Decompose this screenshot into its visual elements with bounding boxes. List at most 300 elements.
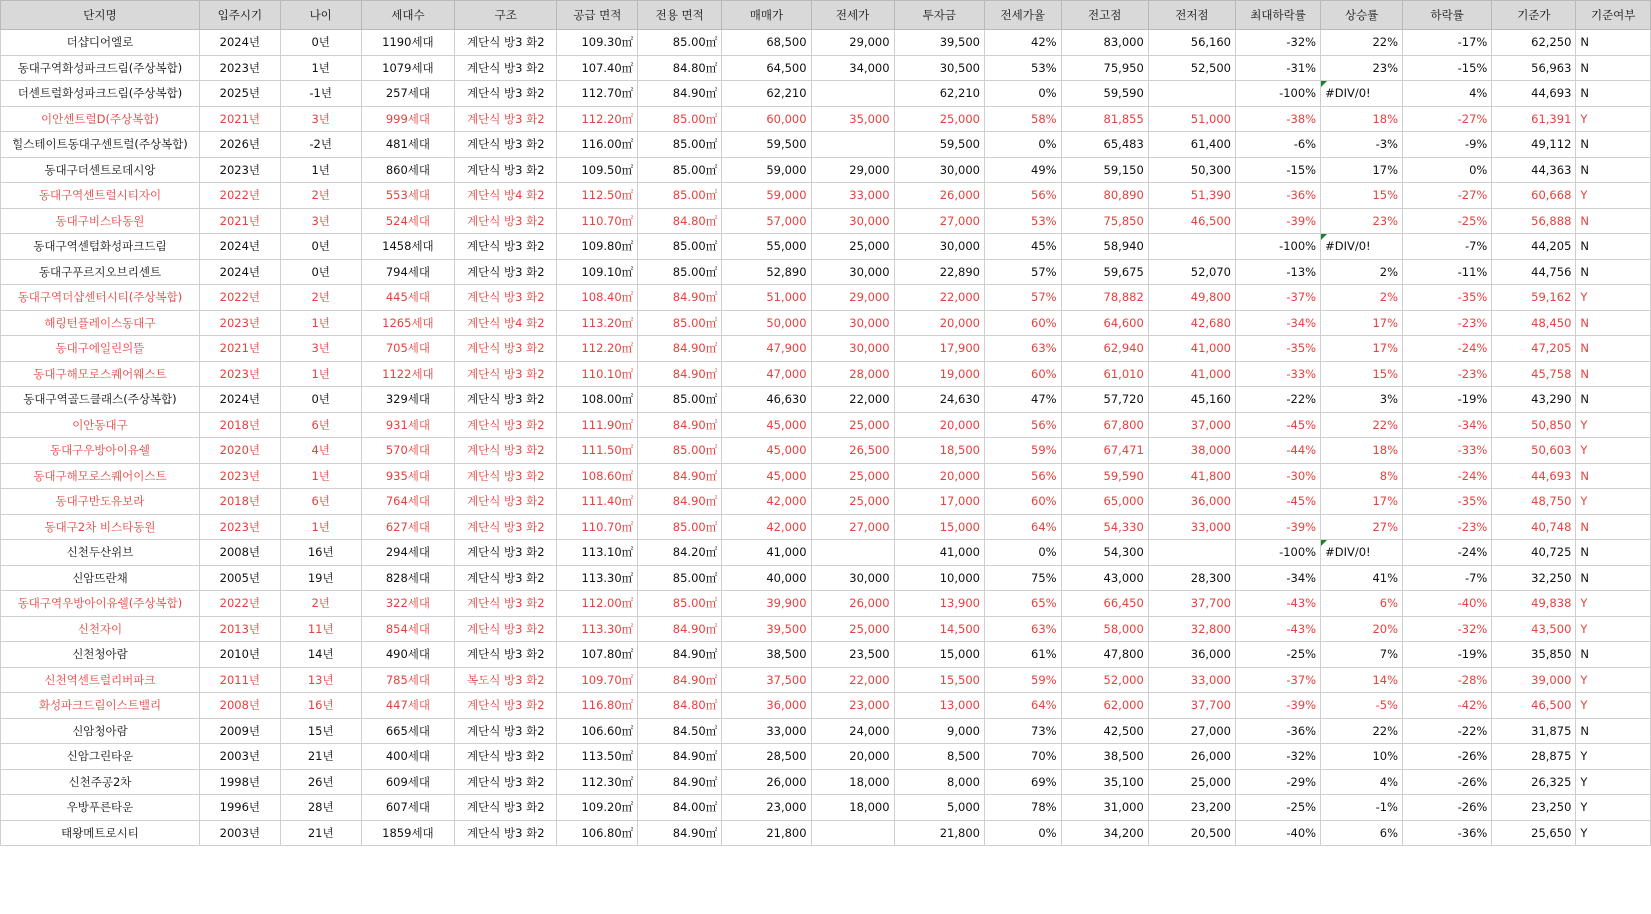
cell-base-price[interactable]: 44,693 <box>1492 463 1576 489</box>
table-row[interactable] <box>1 769 1651 795</box>
cell-age[interactable]: 16년 <box>280 693 361 719</box>
cell-complex-name[interactable]: 신암청아람 <box>1 718 200 744</box>
cell-move-in-year[interactable]: 2021년 <box>199 336 280 362</box>
cell-jeonse-ratio[interactable]: 65% <box>984 591 1061 617</box>
cell-base-flag[interactable]: N <box>1576 642 1651 668</box>
cell-jeonse-ratio[interactable]: 57% <box>984 285 1061 311</box>
cell-households[interactable]: 1122세대 <box>361 361 455 387</box>
cell-move-in-year[interactable]: 2021년 <box>199 208 280 234</box>
cell-rise-rate[interactable]: 2% <box>1321 259 1403 285</box>
cell-households[interactable]: 570세대 <box>361 438 455 464</box>
cell-jeonse-price[interactable]: 24,000 <box>811 718 894 744</box>
cell-households[interactable]: 665세대 <box>361 718 455 744</box>
cell-max-drop-rate[interactable]: -40% <box>1236 820 1321 846</box>
cell-move-in-year[interactable]: 2021년 <box>199 106 280 132</box>
cell-sale-price[interactable]: 46,630 <box>722 387 811 413</box>
cell-base-flag[interactable]: Y <box>1576 693 1651 719</box>
cell-sale-price[interactable]: 64,500 <box>722 55 811 81</box>
cell-complex-name[interactable]: 신천두산위브 <box>1 540 200 566</box>
cell-base-flag[interactable]: N <box>1576 55 1651 81</box>
cell-drop-rate[interactable]: -35% <box>1403 489 1492 515</box>
cell-max-drop-rate[interactable]: -43% <box>1236 616 1321 642</box>
cell-jeonse-ratio[interactable]: 63% <box>984 616 1061 642</box>
column-header-investment[interactable]: 투자금 <box>894 1 984 30</box>
cell-structure[interactable]: 계단식 방3 화2 <box>455 387 557 413</box>
cell-jeonse-ratio[interactable]: 49% <box>984 157 1061 183</box>
cell-previous-low[interactable]: 50,300 <box>1148 157 1235 183</box>
cell-base-price[interactable]: 61,391 <box>1492 106 1576 132</box>
cell-supply-area[interactable]: 107.80㎡ <box>557 642 638 668</box>
cell-jeonse-ratio[interactable]: 42% <box>984 30 1061 56</box>
cell-jeonse-ratio[interactable]: 58% <box>984 106 1061 132</box>
cell-move-in-year[interactable]: 2020년 <box>199 438 280 464</box>
cell-exclusive-area[interactable]: 85.00㎡ <box>638 310 722 336</box>
cell-investment[interactable]: 14,500 <box>894 616 984 642</box>
cell-jeonse-price[interactable]: 26,000 <box>811 591 894 617</box>
column-header-base-flag[interactable]: 기준여부 <box>1576 1 1651 30</box>
cell-rise-rate[interactable]: 17% <box>1321 336 1403 362</box>
cell-base-price[interactable]: 40,748 <box>1492 514 1576 540</box>
column-header-move-in-year[interactable]: 입주시기 <box>199 1 280 30</box>
cell-structure[interactable]: 계단식 방4 화2 <box>455 183 557 209</box>
cell-max-drop-rate[interactable]: -36% <box>1236 183 1321 209</box>
cell-age[interactable]: 16년 <box>280 540 361 566</box>
cell-investment[interactable]: 10,000 <box>894 565 984 591</box>
cell-previous-low[interactable] <box>1148 81 1235 107</box>
cell-previous-high[interactable]: 65,000 <box>1061 489 1148 515</box>
cell-structure[interactable]: 계단식 방3 화2 <box>455 540 557 566</box>
cell-drop-rate[interactable]: -11% <box>1403 259 1492 285</box>
cell-rise-rate[interactable]: 23% <box>1321 208 1403 234</box>
cell-rise-rate[interactable]: -5% <box>1321 693 1403 719</box>
cell-jeonse-price[interactable]: 30,000 <box>811 336 894 362</box>
cell-max-drop-rate[interactable]: -31% <box>1236 55 1321 81</box>
cell-structure[interactable]: 계단식 방3 화2 <box>455 514 557 540</box>
cell-jeonse-ratio[interactable]: 61% <box>984 642 1061 668</box>
table-row[interactable] <box>1 820 1651 846</box>
cell-age[interactable]: -2년 <box>280 132 361 158</box>
cell-rise-rate[interactable]: 8% <box>1321 463 1403 489</box>
column-header-base-price[interactable]: 기준가 <box>1492 1 1576 30</box>
cell-sale-price[interactable]: 60,000 <box>722 106 811 132</box>
cell-drop-rate[interactable]: -27% <box>1403 183 1492 209</box>
cell-previous-low[interactable]: 27,000 <box>1148 718 1235 744</box>
cell-rise-rate[interactable]: 23% <box>1321 55 1403 81</box>
cell-households[interactable]: 257세대 <box>361 81 455 107</box>
cell-supply-area[interactable]: 113.50㎡ <box>557 744 638 770</box>
cell-base-flag[interactable]: Y <box>1576 183 1651 209</box>
cell-base-flag[interactable]: N <box>1576 81 1651 107</box>
cell-previous-high[interactable]: 81,855 <box>1061 106 1148 132</box>
table-row[interactable] <box>1 489 1651 515</box>
cell-jeonse-price[interactable]: 25,000 <box>811 412 894 438</box>
cell-complex-name[interactable]: 동대구2차 비스타동원 <box>1 514 200 540</box>
cell-base-price[interactable]: 49,838 <box>1492 591 1576 617</box>
cell-jeonse-price[interactable]: 26,500 <box>811 438 894 464</box>
cell-sale-price[interactable]: 45,000 <box>722 438 811 464</box>
cell-jeonse-ratio[interactable]: 60% <box>984 361 1061 387</box>
cell-age[interactable]: -1년 <box>280 81 361 107</box>
cell-previous-low[interactable]: 46,500 <box>1148 208 1235 234</box>
cell-sale-price[interactable]: 23,000 <box>722 795 811 821</box>
column-header-rise-rate[interactable]: 상승률 <box>1321 1 1403 30</box>
cell-age[interactable]: 28년 <box>280 795 361 821</box>
cell-base-price[interactable]: 23,250 <box>1492 795 1576 821</box>
table-row[interactable] <box>1 234 1651 260</box>
cell-age[interactable]: 15년 <box>280 718 361 744</box>
cell-base-flag[interactable]: N <box>1576 361 1651 387</box>
cell-move-in-year[interactable]: 2018년 <box>199 412 280 438</box>
cell-previous-high[interactable]: 59,590 <box>1061 81 1148 107</box>
cell-supply-area[interactable]: 111.40㎡ <box>557 489 638 515</box>
cell-structure[interactable]: 계단식 방3 화2 <box>455 693 557 719</box>
cell-max-drop-rate[interactable]: -45% <box>1236 489 1321 515</box>
cell-drop-rate[interactable]: -25% <box>1403 208 1492 234</box>
cell-rise-rate[interactable]: 17% <box>1321 310 1403 336</box>
cell-households[interactable]: 794세대 <box>361 259 455 285</box>
cell-jeonse-ratio[interactable]: 45% <box>984 234 1061 260</box>
cell-previous-high[interactable]: 75,950 <box>1061 55 1148 81</box>
cell-investment[interactable]: 5,000 <box>894 795 984 821</box>
cell-complex-name[interactable]: 더센트럴화성파크드림(주상복합) <box>1 81 200 107</box>
cell-age[interactable]: 3년 <box>280 336 361 362</box>
cell-jeonse-ratio[interactable]: 70% <box>984 744 1061 770</box>
cell-move-in-year[interactable]: 2024년 <box>199 259 280 285</box>
cell-supply-area[interactable]: 108.00㎡ <box>557 387 638 413</box>
cell-complex-name[interactable]: 신암뜨란채 <box>1 565 200 591</box>
cell-jeonse-price[interactable]: 35,000 <box>811 106 894 132</box>
cell-jeonse-price[interactable]: 33,000 <box>811 183 894 209</box>
cell-sale-price[interactable]: 45,000 <box>722 412 811 438</box>
cell-drop-rate[interactable]: -22% <box>1403 718 1492 744</box>
cell-complex-name[interactable]: 신천주공2차 <box>1 769 200 795</box>
cell-jeonse-price[interactable] <box>811 132 894 158</box>
column-header-supply-area[interactable]: 공급 면적 <box>557 1 638 30</box>
cell-move-in-year[interactable]: 2025년 <box>199 81 280 107</box>
cell-rise-rate[interactable]: 41% <box>1321 565 1403 591</box>
cell-rise-rate[interactable]: 27% <box>1321 514 1403 540</box>
cell-drop-rate[interactable]: -34% <box>1403 412 1492 438</box>
cell-investment[interactable]: 20,000 <box>894 463 984 489</box>
cell-structure[interactable]: 계단식 방3 화2 <box>455 234 557 260</box>
cell-sale-price[interactable]: 37,500 <box>722 667 811 693</box>
cell-max-drop-rate[interactable]: -25% <box>1236 795 1321 821</box>
cell-supply-area[interactable]: 109.70㎡ <box>557 667 638 693</box>
cell-investment[interactable]: 22,890 <box>894 259 984 285</box>
cell-previous-high[interactable]: 58,940 <box>1061 234 1148 260</box>
cell-supply-area[interactable]: 113.20㎡ <box>557 310 638 336</box>
cell-drop-rate[interactable]: -7% <box>1403 565 1492 591</box>
cell-households[interactable]: 400세대 <box>361 744 455 770</box>
cell-base-flag[interactable]: Y <box>1576 820 1651 846</box>
cell-rise-rate[interactable]: 2% <box>1321 285 1403 311</box>
cell-previous-high[interactable]: 52,000 <box>1061 667 1148 693</box>
cell-move-in-year[interactable]: 2023년 <box>199 310 280 336</box>
cell-households[interactable]: 294세대 <box>361 540 455 566</box>
cell-households[interactable]: 481세대 <box>361 132 455 158</box>
cell-complex-name[interactable]: 동대구우방아이유쉘 <box>1 438 200 464</box>
cell-drop-rate[interactable]: -19% <box>1403 642 1492 668</box>
column-header-previous-low[interactable]: 전저점 <box>1148 1 1235 30</box>
cell-base-flag[interactable]: Y <box>1576 744 1651 770</box>
cell-age[interactable]: 26년 <box>280 769 361 795</box>
cell-households[interactable]: 1859세대 <box>361 820 455 846</box>
cell-previous-low[interactable]: 51,000 <box>1148 106 1235 132</box>
cell-complex-name[interactable]: 동대구역센텀화성파크드림 <box>1 234 200 260</box>
cell-drop-rate[interactable]: -23% <box>1403 361 1492 387</box>
cell-exclusive-area[interactable]: 84.50㎡ <box>638 718 722 744</box>
table-row[interactable] <box>1 616 1651 642</box>
cell-jeonse-price[interactable]: 29,000 <box>811 157 894 183</box>
table-row[interactable] <box>1 387 1651 413</box>
cell-age[interactable]: 0년 <box>280 234 361 260</box>
cell-base-flag[interactable]: Y <box>1576 412 1651 438</box>
cell-supply-area[interactable]: 113.10㎡ <box>557 540 638 566</box>
cell-base-price[interactable]: 47,205 <box>1492 336 1576 362</box>
cell-investment[interactable]: 22,000 <box>894 285 984 311</box>
cell-previous-low[interactable]: 37,000 <box>1148 412 1235 438</box>
cell-base-flag[interactable]: N <box>1576 30 1651 56</box>
table-row[interactable] <box>1 718 1651 744</box>
cell-base-price[interactable]: 50,603 <box>1492 438 1576 464</box>
cell-move-in-year[interactable]: 1996년 <box>199 795 280 821</box>
cell-jeonse-price[interactable]: 23,000 <box>811 693 894 719</box>
cell-previous-low[interactable]: 41,000 <box>1148 361 1235 387</box>
cell-rise-rate[interactable]: 3% <box>1321 387 1403 413</box>
cell-drop-rate[interactable]: -9% <box>1403 132 1492 158</box>
cell-drop-rate[interactable]: 4% <box>1403 81 1492 107</box>
cell-drop-rate[interactable]: -32% <box>1403 616 1492 642</box>
cell-sale-price[interactable]: 55,000 <box>722 234 811 260</box>
cell-age[interactable]: 6년 <box>280 412 361 438</box>
cell-supply-area[interactable]: 111.50㎡ <box>557 438 638 464</box>
cell-previous-high[interactable]: 64,600 <box>1061 310 1148 336</box>
cell-jeonse-price[interactable]: 25,000 <box>811 234 894 260</box>
cell-sale-price[interactable]: 59,000 <box>722 183 811 209</box>
cell-investment[interactable]: 24,630 <box>894 387 984 413</box>
cell-drop-rate[interactable]: -36% <box>1403 820 1492 846</box>
cell-max-drop-rate[interactable]: -100% <box>1236 540 1321 566</box>
cell-rise-rate[interactable]: 17% <box>1321 489 1403 515</box>
cell-complex-name[interactable]: 이안센트럴D(주상복합) <box>1 106 200 132</box>
cell-base-flag[interactable]: N <box>1576 234 1651 260</box>
cell-move-in-year[interactable]: 2009년 <box>199 718 280 744</box>
cell-base-price[interactable]: 43,500 <box>1492 616 1576 642</box>
column-header-sale-price[interactable]: 매매가 <box>722 1 811 30</box>
cell-jeonse-price[interactable] <box>811 540 894 566</box>
cell-structure[interactable]: 계단식 방3 화2 <box>455 642 557 668</box>
cell-sale-price[interactable]: 45,000 <box>722 463 811 489</box>
cell-previous-low[interactable]: 33,000 <box>1148 667 1235 693</box>
cell-jeonse-price[interactable]: 30,000 <box>811 259 894 285</box>
cell-exclusive-area[interactable]: 84.90㎡ <box>638 463 722 489</box>
cell-base-price[interactable]: 44,756 <box>1492 259 1576 285</box>
table-row[interactable] <box>1 132 1651 158</box>
cell-structure[interactable]: 계단식 방3 화2 <box>455 438 557 464</box>
cell-previous-high[interactable]: 43,000 <box>1061 565 1148 591</box>
cell-households[interactable]: 999세대 <box>361 106 455 132</box>
cell-jeonse-ratio[interactable]: 78% <box>984 795 1061 821</box>
cell-move-in-year[interactable]: 2023년 <box>199 463 280 489</box>
cell-investment[interactable]: 13,000 <box>894 693 984 719</box>
cell-complex-name[interactable]: 우방푸른타운 <box>1 795 200 821</box>
table-row[interactable] <box>1 412 1651 438</box>
cell-structure[interactable]: 계단식 방3 화2 <box>455 769 557 795</box>
cell-households[interactable]: 553세대 <box>361 183 455 209</box>
cell-households[interactable]: 860세대 <box>361 157 455 183</box>
cell-investment[interactable]: 25,000 <box>894 106 984 132</box>
table-row[interactable] <box>1 667 1651 693</box>
cell-structure[interactable]: 계단식 방3 화2 <box>455 55 557 81</box>
cell-households[interactable]: 524세대 <box>361 208 455 234</box>
cell-households[interactable]: 828세대 <box>361 565 455 591</box>
cell-max-drop-rate[interactable]: -15% <box>1236 157 1321 183</box>
cell-investment[interactable]: 15,500 <box>894 667 984 693</box>
cell-max-drop-rate[interactable]: -32% <box>1236 30 1321 56</box>
cell-supply-area[interactable]: 112.70㎡ <box>557 81 638 107</box>
cell-rise-rate[interactable]: 4% <box>1321 769 1403 795</box>
cell-exclusive-area[interactable]: 85.00㎡ <box>638 234 722 260</box>
cell-previous-high[interactable]: 59,675 <box>1061 259 1148 285</box>
cell-previous-high[interactable]: 83,000 <box>1061 30 1148 56</box>
cell-age[interactable]: 2년 <box>280 285 361 311</box>
cell-supply-area[interactable]: 113.30㎡ <box>557 616 638 642</box>
cell-jeonse-ratio[interactable]: 56% <box>984 463 1061 489</box>
column-header-households[interactable]: 세대수 <box>361 1 455 30</box>
cell-base-price[interactable]: 45,758 <box>1492 361 1576 387</box>
cell-rise-rate[interactable]: 22% <box>1321 718 1403 744</box>
cell-jeonse-ratio[interactable]: 64% <box>984 514 1061 540</box>
cell-investment[interactable]: 39,500 <box>894 30 984 56</box>
cell-rise-rate[interactable]: 10% <box>1321 744 1403 770</box>
cell-base-price[interactable]: 25,650 <box>1492 820 1576 846</box>
cell-base-flag[interactable]: Y <box>1576 285 1651 311</box>
cell-investment[interactable]: 30,000 <box>894 234 984 260</box>
cell-exclusive-area[interactable]: 84.90㎡ <box>638 616 722 642</box>
table-row[interactable] <box>1 438 1651 464</box>
cell-jeonse-price[interactable]: 29,000 <box>811 285 894 311</box>
cell-sale-price[interactable]: 59,000 <box>722 157 811 183</box>
cell-rise-rate[interactable]: 7% <box>1321 642 1403 668</box>
cell-base-flag[interactable]: N <box>1576 336 1651 362</box>
cell-complex-name[interactable]: 동대구에일린의뜰 <box>1 336 200 362</box>
cell-drop-rate[interactable]: -35% <box>1403 285 1492 311</box>
cell-complex-name[interactable]: 신암그린타운 <box>1 744 200 770</box>
cell-max-drop-rate[interactable]: -36% <box>1236 718 1321 744</box>
cell-move-in-year[interactable]: 2024년 <box>199 387 280 413</box>
cell-move-in-year[interactable]: 2023년 <box>199 514 280 540</box>
cell-jeonse-price[interactable]: 28,000 <box>811 361 894 387</box>
cell-previous-low[interactable]: 56,160 <box>1148 30 1235 56</box>
cell-structure[interactable]: 계단식 방3 화2 <box>455 463 557 489</box>
cell-previous-low[interactable]: 20,500 <box>1148 820 1235 846</box>
cell-investment[interactable]: 20,000 <box>894 412 984 438</box>
cell-max-drop-rate[interactable]: -44% <box>1236 438 1321 464</box>
cell-supply-area[interactable]: 106.60㎡ <box>557 718 638 744</box>
cell-base-price[interactable]: 48,450 <box>1492 310 1576 336</box>
cell-move-in-year[interactable]: 2022년 <box>199 285 280 311</box>
cell-base-flag[interactable]: N <box>1576 132 1651 158</box>
cell-rise-rate[interactable]: 20% <box>1321 616 1403 642</box>
column-header-drop-rate[interactable]: 하락률 <box>1403 1 1492 30</box>
cell-age[interactable]: 1년 <box>280 361 361 387</box>
cell-structure[interactable]: 계단식 방3 화2 <box>455 81 557 107</box>
cell-base-price[interactable]: 48,750 <box>1492 489 1576 515</box>
cell-jeonse-price[interactable]: 30,000 <box>811 565 894 591</box>
cell-age[interactable]: 21년 <box>280 820 361 846</box>
cell-age[interactable]: 0년 <box>280 30 361 56</box>
cell-supply-area[interactable]: 110.10㎡ <box>557 361 638 387</box>
cell-age[interactable]: 0년 <box>280 259 361 285</box>
cell-jeonse-ratio[interactable]: 59% <box>984 438 1061 464</box>
cell-max-drop-rate[interactable]: -45% <box>1236 412 1321 438</box>
cell-move-in-year[interactable]: 2023년 <box>199 361 280 387</box>
cell-age[interactable]: 1년 <box>280 514 361 540</box>
cell-age[interactable]: 19년 <box>280 565 361 591</box>
cell-supply-area[interactable]: 112.20㎡ <box>557 106 638 132</box>
cell-jeonse-ratio[interactable]: 73% <box>984 718 1061 744</box>
cell-households[interactable]: 785세대 <box>361 667 455 693</box>
cell-households[interactable]: 447세대 <box>361 693 455 719</box>
cell-exclusive-area[interactable]: 85.00㎡ <box>638 183 722 209</box>
cell-exclusive-area[interactable]: 84.90㎡ <box>638 744 722 770</box>
cell-drop-rate[interactable]: -19% <box>1403 387 1492 413</box>
cell-supply-area[interactable]: 113.30㎡ <box>557 565 638 591</box>
cell-jeonse-ratio[interactable]: 53% <box>984 55 1061 81</box>
cell-structure[interactable]: 계단식 방3 화2 <box>455 106 557 132</box>
cell-age[interactable]: 4년 <box>280 438 361 464</box>
cell-rise-rate[interactable]: 6% <box>1321 820 1403 846</box>
cell-drop-rate[interactable]: -33% <box>1403 438 1492 464</box>
cell-sale-price[interactable]: 39,900 <box>722 591 811 617</box>
cell-base-flag[interactable]: N <box>1576 208 1651 234</box>
cell-structure[interactable]: 계단식 방3 화2 <box>455 565 557 591</box>
cell-base-price[interactable]: 56,888 <box>1492 208 1576 234</box>
cell-sale-price[interactable]: 62,210 <box>722 81 811 107</box>
cell-exclusive-area[interactable]: 84.90㎡ <box>638 361 722 387</box>
cell-rise-rate[interactable]: 18% <box>1321 438 1403 464</box>
cell-max-drop-rate[interactable]: -39% <box>1236 514 1321 540</box>
cell-sale-price[interactable]: 50,000 <box>722 310 811 336</box>
cell-supply-area[interactable]: 112.00㎡ <box>557 591 638 617</box>
cell-previous-high[interactable]: 42,500 <box>1061 718 1148 744</box>
cell-sale-price[interactable]: 40,000 <box>722 565 811 591</box>
cell-base-price[interactable]: 43,290 <box>1492 387 1576 413</box>
cell-exclusive-area[interactable]: 84.80㎡ <box>638 55 722 81</box>
cell-jeonse-ratio[interactable]: 60% <box>984 489 1061 515</box>
cell-structure[interactable]: 계단식 방3 화2 <box>455 616 557 642</box>
cell-jeonse-price[interactable]: 18,000 <box>811 795 894 821</box>
cell-previous-high[interactable]: 57,720 <box>1061 387 1148 413</box>
cell-supply-area[interactable]: 116.80㎡ <box>557 693 638 719</box>
cell-base-price[interactable]: 46,500 <box>1492 693 1576 719</box>
table-row[interactable] <box>1 514 1651 540</box>
cell-exclusive-area[interactable]: 84.90㎡ <box>638 81 722 107</box>
cell-base-price[interactable]: 59,162 <box>1492 285 1576 311</box>
cell-previous-low[interactable]: 25,000 <box>1148 769 1235 795</box>
cell-jeonse-price[interactable]: 25,000 <box>811 463 894 489</box>
cell-supply-area[interactable]: 108.60㎡ <box>557 463 638 489</box>
cell-previous-low[interactable]: 38,000 <box>1148 438 1235 464</box>
cell-base-flag[interactable]: N <box>1576 540 1651 566</box>
cell-previous-high[interactable]: 54,300 <box>1061 540 1148 566</box>
cell-previous-low[interactable]: 51,390 <box>1148 183 1235 209</box>
cell-move-in-year[interactable]: 2022년 <box>199 591 280 617</box>
cell-supply-area[interactable]: 109.20㎡ <box>557 795 638 821</box>
column-header-jeonse-ratio[interactable]: 전세가율 <box>984 1 1061 30</box>
cell-move-in-year[interactable]: 2024년 <box>199 30 280 56</box>
cell-investment[interactable]: 41,000 <box>894 540 984 566</box>
